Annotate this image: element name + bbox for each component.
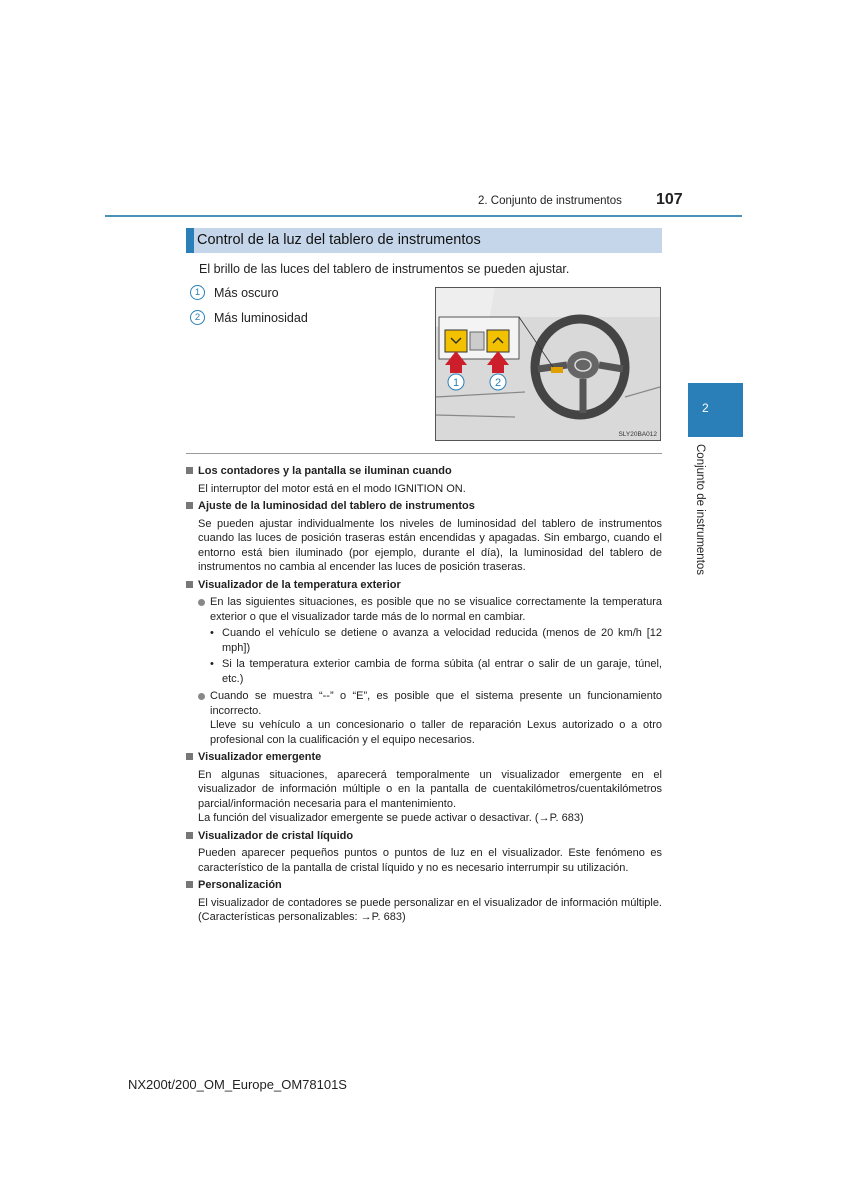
- section-divider: [186, 453, 662, 454]
- chapter-tab: [688, 383, 743, 437]
- option-1: [190, 285, 279, 300]
- darker-button: [445, 330, 467, 352]
- note-heading-text: Los contadores y la pantalla se iluminan cuando: [198, 465, 452, 477]
- steering-hub: [567, 351, 599, 379]
- document-footer: NX200t/200_OM_Europe_OM78101S: [128, 1077, 347, 1092]
- note-heading: [186, 829, 662, 844]
- note-heading-text: Visualizador de cristal líquido: [198, 829, 354, 842]
- note-heading: [186, 578, 662, 593]
- square-bullet-icon: [186, 832, 193, 839]
- page-number: 107: [656, 191, 683, 208]
- chapter-tab-number: 2: [702, 401, 709, 415]
- note-heading-text: Visualizador emergente: [198, 751, 322, 763]
- option-2: [190, 310, 308, 325]
- note-heading-text: Visualizador de la temperatura exterior: [198, 578, 401, 591]
- section-title-bar: [186, 228, 662, 253]
- square-bullet-icon: [186, 753, 193, 760]
- brighter-button: [487, 330, 509, 352]
- sub-item: [210, 657, 662, 686]
- option-2-number: 2: [190, 310, 205, 325]
- note-heading: [186, 499, 662, 514]
- square-bullet-icon: [186, 502, 193, 509]
- running-header-section: 2. Conjunto de instrumentos: [478, 195, 622, 207]
- sub-bullet-icon: •: [210, 627, 214, 639]
- note-text: Pueden aparecer pequeños puntos o puntos de luz en el visualizador. Este fenómeno es característico de la pantalla de cristal líquido y no es necesario interrumpir su utilización.: [198, 847, 662, 874]
- notes-body: [186, 461, 662, 925]
- sub-bullet-icon: •: [210, 658, 214, 670]
- option-1-number: 1: [190, 285, 205, 300]
- callout-2-label: 2: [494, 377, 502, 389]
- note-text: Se pueden ajustar individualmente los niveles de luminosidad del tablero de instrumentos cuando las luces de posición traseras están encendidas y apagadas. Sin embargo, cuando el entorno está bien iluminado (por ejemplo, durante el día), la luminosidad del tablero de instrumentos no cambia al encender las luces de posición traseras.: [198, 517, 662, 573]
- square-bullet-icon: [186, 467, 193, 474]
- note-heading: [186, 878, 662, 893]
- upper-dash: [490, 288, 660, 317]
- sub-item-text: Cuando el vehículo se detiene o avanza a velocidad reducida (menos de 20 km/h [12 mph]): [222, 627, 662, 654]
- note-text: La función del visualizador emergente se puede activar o desactivar. (→P. 683): [198, 812, 584, 824]
- bullet-item: [198, 595, 662, 624]
- note-heading-text: Ajuste de la luminosidad del tablero de instrumentos: [198, 500, 475, 512]
- sub-item-text: Si la temperatura exterior cambia de forma súbita (al entrar o salir de un garaje, túnel, etc.): [222, 658, 662, 685]
- dashboard-illustration: [435, 287, 661, 441]
- note-heading: [186, 750, 662, 765]
- center-switch: [470, 332, 484, 350]
- illustration-code: SLY20BA012: [618, 431, 657, 438]
- callout-1-label: 1: [452, 377, 460, 389]
- round-bullet-icon: [198, 599, 205, 606]
- header-rule: [105, 215, 742, 217]
- square-bullet-icon: [186, 581, 193, 588]
- section-title: Control de la luz del tablero de instrumentos: [197, 232, 481, 248]
- round-bullet-icon: [198, 693, 205, 700]
- chapter-tab-label: Conjunto de instrumentos: [694, 444, 706, 576]
- option-2-label: Más luminosidad: [214, 310, 308, 325]
- bullet-item: [198, 689, 662, 718]
- intro-text: El brillo de las luces del tablero de instrumentos se pueden ajustar.: [199, 262, 570, 276]
- note-text: En algunas situaciones, aparecerá temporalmente un visualizador emergente en el visualizador de información múltiple o en la pantalla de cuentakilómetros/cuentakilómetros parcial/información necesaria para el mantenimiento.: [198, 768, 662, 810]
- bullet-text: En las siguientes situaciones, es posible que no se visualice correctamente la temperatura exterior o que el visualizador tarde más de lo normal en cambiar.: [210, 596, 662, 623]
- note-heading: [186, 464, 662, 479]
- note-text: El interruptor del motor está en el modo IGNITION ON.: [198, 482, 466, 495]
- bullet-continuation: Lleve su vehículo a un concesionario o taller de reparación Lexus autorizado o a otro profesional con la cualificación y el equipo necesarios.: [210, 719, 662, 746]
- note-heading-text: Personalización: [198, 879, 282, 891]
- bullet-text: Cuando se muestra “--” o “E”, es posible que el sistema presente un funcionamiento incorrecto.: [210, 690, 662, 717]
- note-text: El visualizador de contadores se puede personalizar en el visualizador de información múltiple. (Características personalizables: →P. 683): [198, 896, 662, 923]
- option-1-label: Más oscuro: [214, 285, 279, 300]
- square-bullet-icon: [186, 881, 193, 888]
- highlight-switch: [551, 367, 563, 373]
- sub-item: [210, 626, 662, 655]
